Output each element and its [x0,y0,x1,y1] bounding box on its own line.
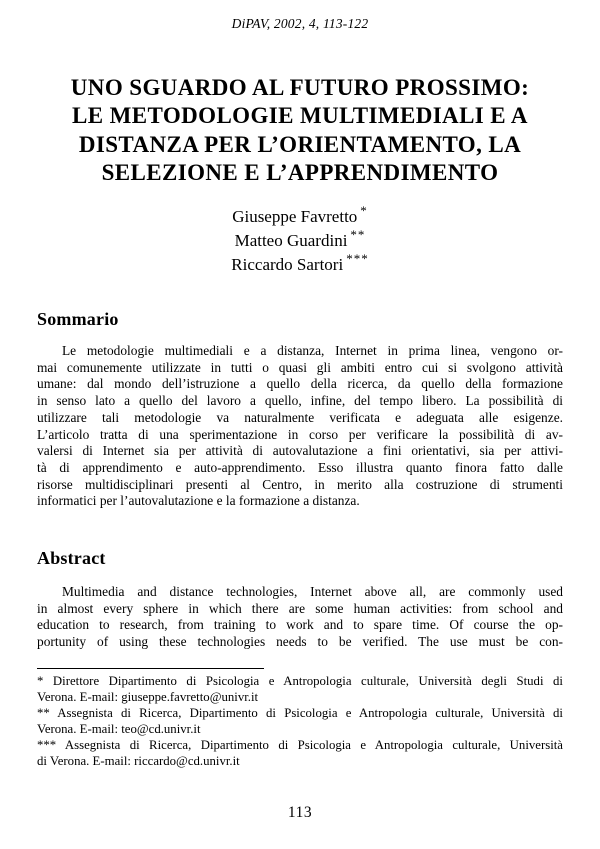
footnote-favretto [37,673,563,705]
article-title-line: LE METODOLOGIE MULTIMEDIALI E A [72,103,528,129]
sommario-line: informatici per l’autovalutazione e la formazione a distanza. [37,493,360,509]
footnote-line: * Direttore Dipartimento di Psicologia e Antropologia culturale, Università degli Studi di [37,674,563,688]
footnote-line: Verona. E-mail: giuseppe.favretto@univr.it [37,690,259,704]
sommario-paragraph [37,343,563,510]
sommario-line: in senso lato a quello del lavoro a quello, infine, del tempo libero. La possibilità di [37,393,563,409]
footnotes [37,673,563,769]
sommario-line: mai comunemente utilizzate in tutti o quasi gli ambiti entro cui si svolgono attività [37,359,563,375]
abstract-heading: Abstract [37,548,106,568]
sommario-line: Le metodologie multimediali e a distanza, Internet in prima linea, vengono or- [62,343,563,358]
footnote-line: ** Assegnista di Ricerca, Dipartimento di Psicologia e Antropologia culturale, Università di [37,706,563,720]
article-title-line: UNO SGUARDO AL FUTURO PROSSIMO: [70,75,530,100]
author-row [37,229,563,253]
article-title [37,74,563,187]
footnote-line: di Verona. E-mail: riccardo@cd.univr.it [37,754,240,768]
author-footnote-mark: *** [346,251,369,266]
author-row [37,253,563,277]
author-name: Riccardo Sartori [231,255,344,274]
author-name: Matteo Guardini [234,231,348,250]
author-row [37,205,563,229]
sommario-line: L’articolo tratta di una sperimentazione in corso per verificare la possibilità di av- [37,426,563,442]
author-footnote-mark: ** [350,227,366,242]
page-number: 113 [287,804,313,821]
footnote-separator-rule [37,668,264,669]
sommario-line: valersi di Internet sia per attività di autovalutazione a fini orientativi, sia per attivi- [37,443,563,459]
sommario-line: utilizzare tali metodologie va naturalmente verificata e adeguata alle esigenze. [37,409,563,425]
footnote-line: Verona. E-mail: teo@cd.univr.it [37,722,201,736]
sommario-line: tà di apprendimento e auto-apprendimento. Esso illustra quanto finora fatto dalle [37,459,563,475]
author-footnote-mark: * [360,203,368,218]
footnote-sartori [37,737,563,769]
sommario-heading: Sommario [37,309,119,329]
abstract-line: education to research, from training to work and to spare time. Of course the op- [37,617,563,633]
article-title-line: DISTANZA PER L’ORIENTAMENTO, LA [78,131,522,157]
sommario-line: risorse multidisciplinari presenti al Centro, in merito alla costruzione di strumenti [37,476,563,492]
article-title-line: SELEZIONE E L’APPRENDIMENTO [101,159,499,185]
sommario-line: umane: dal mondo dell’istruzione a quello della ricerca, da quello della formazione [37,376,563,392]
abstract-line: in almost every sphere in which there are some human activities: from school and [37,600,563,616]
author-name: Giuseppe Favretto [232,207,358,226]
footnote-line: *** Assegnista di Ricerca, Dipartimento di Psicologia e Antropologia culturale, Università [37,738,563,752]
author-list [37,205,563,277]
footnote-guardini [37,705,563,737]
abstract-line: portunity of using these technologies needs to be verified. The use must be con- [37,634,563,650]
running-header: DiPAV, 2002, 4, 113-122 [231,16,369,31]
abstract-line: Multimedia and distance technologies, Internet above all, are commonly used [62,584,563,599]
abstract-paragraph [37,584,563,651]
